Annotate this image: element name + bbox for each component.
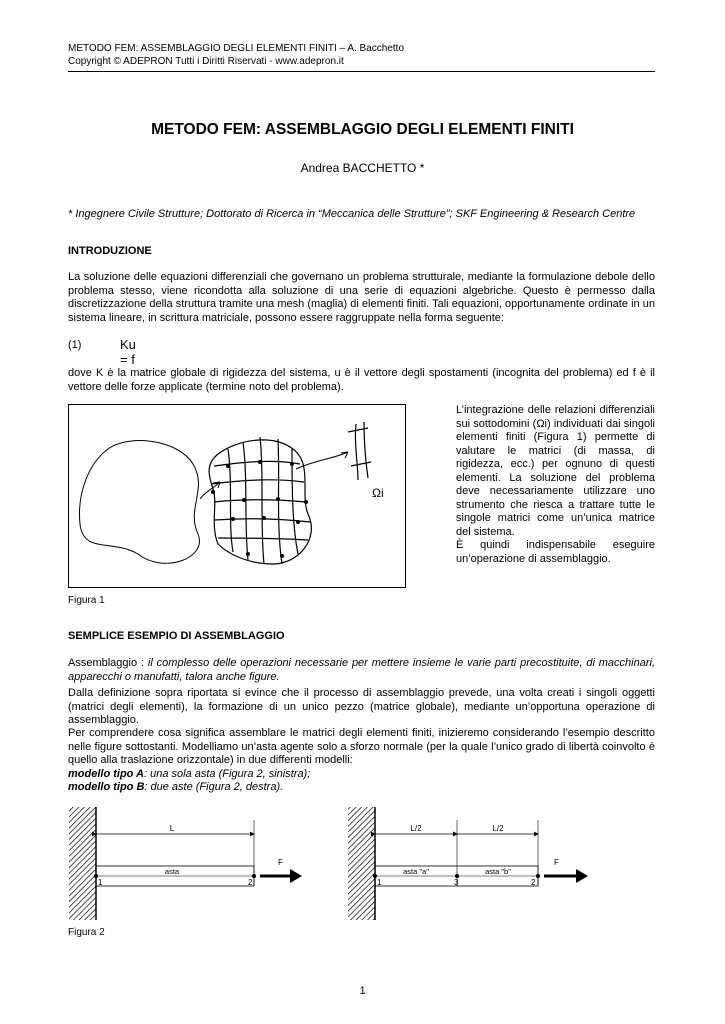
author: Andrea BACCHETTO * [300, 161, 425, 175]
definition-paragraph [68, 657, 655, 684]
right-dim-label-1: L/2 [410, 824, 422, 833]
figure-1-side-text: L’integrazione delle relazioni differenziali sui sottodomini (Ωi) individuati dai singoli elementi finiti (Figura 1) permette di valutare le matrici (di massa, di rigidezza, ecc.) per ognuno di questi elementi. La soluzione del problema deve necessariamente utilizzare uno strumento che riesca a trattare tutte le singole matrici come un’unica matrice del sistema. È quindi indispensabile eseguire un’operazione di assemblaggio. [456, 404, 655, 565]
right-wall [348, 807, 375, 920]
document-title: METODO FEM: ASSEMBLAGGIO DEGLI ELEMENTI FINITI [151, 121, 574, 138]
model-a-text: : una sola asta (Figura 2, sinistra); [143, 768, 311, 780]
right-force-label: F [554, 858, 559, 867]
left-node-2: 2 [248, 878, 253, 887]
section-heading-intro: INTRODUZIONE [68, 245, 152, 257]
right-node-3: 3 [454, 878, 459, 887]
example-paragraph-2: Per comprendere cosa significa assemblare le matrici degli elementi finiti, inizieremo considerando l’esempio descritto nelle figure sottostanti. Modelliamo un’asta agente solo a sforzo normale (per la quale l’unico grado di libertà coinvolto è quello alla traslazione orizzontale) in due differenti modelli: [68, 727, 655, 766]
page-number: 1 [359, 985, 366, 997]
left-node-1: 1 [98, 878, 103, 887]
right-bar-a-label: asta "a" [403, 867, 429, 876]
header-rule [68, 71, 655, 72]
right-force-arrow [576, 869, 588, 883]
equation-text: Ku = f [120, 337, 136, 367]
model-b-line [68, 781, 655, 795]
left-force-label: F [278, 858, 283, 867]
affiliation: * Ingegnere Civile Strutture; Dottorato di Ricerca in “Meccanica delle Strutture”; SKF Engineering & Research Centre [68, 208, 636, 220]
right-node-1: 1 [377, 878, 382, 887]
left-force-arrow [290, 869, 302, 883]
figure-1-frame [69, 405, 406, 588]
arrow-1 [200, 482, 220, 499]
model-a-line [68, 768, 655, 782]
definition-term: Assemblaggio : [68, 657, 148, 669]
right-dim-label-2: L/2 [492, 824, 504, 833]
left-bar-label: asta [164, 867, 180, 876]
right-node-2: 2 [531, 878, 536, 887]
left-wall [69, 807, 96, 920]
model-b-text: : due aste (Figura 2, destra). [144, 781, 284, 793]
header-line-2: Copyright © ADEPRON Tutti i Diritti Riservati - www.adepron.it [68, 56, 344, 67]
continuous-domain-shape [80, 441, 200, 564]
equation-number: (1) [68, 339, 82, 351]
figure-2 [68, 806, 656, 922]
omega-label: Ωi [372, 486, 384, 500]
equation-1 [68, 337, 136, 367]
meshed-domain [209, 437, 311, 564]
header-line-1: METODO FEM: ASSEMBLAGGIO DEGLI ELEMENTI FINITI – A. Bacchetto [68, 43, 405, 54]
intro-paragraph: La soluzione delle equazioni differenziali che governano un problema strutturale, mediante la formulazione debole dello problema stesso, viene ricondotta alla soluzione di una serie di equazioni algebriche. Questo è permesso dalla discretizzazione della struttura tramite una mesh (maglia) di elementi finiti. Tali equazioni, opportunamente ordinate in un sistema lineare, in scrittura matriciale, possono essere raggruppate nella forma seguente: [68, 271, 655, 324]
definition-text: il complesso delle operazioni necessarie per mettere insieme le varie parti precostituite, di macchinari, apparecchi o manufatti, talora anche figure. [68, 657, 656, 683]
model-a-label: modello tipo A [68, 768, 144, 780]
figure-1 [68, 404, 406, 588]
figure-2-caption: Figura 2 [68, 927, 105, 938]
right-bar-b-label: asta "b" [485, 867, 511, 876]
example-paragraph-1: Dalla definizione sopra riportata si evince che il processo di assemblaggio prevede, una volta creati i singoli oggetti (matrici degli elementi), la formazione di un unico pezzo (matrice globale), mediante un’opportuna operazione di assemblaggio. [68, 687, 655, 726]
section-heading-example: SEMPLICE ESEMPIO DI ASSEMBLAGGIO [68, 630, 285, 642]
running-header [68, 42, 404, 68]
single-element [348, 422, 371, 480]
after-equation-paragraph: dove K è la matrice globale di rigidezza del sistema, u è il vettore degli spostamenti (incognita del problema) ed f è il vettore delle forze applicate (termine noto del problema). [68, 367, 655, 393]
left-dim-label: L [169, 824, 175, 833]
figure-1-caption: Figura 1 [68, 595, 105, 606]
model-b-label: modello tipo B [68, 781, 145, 793]
